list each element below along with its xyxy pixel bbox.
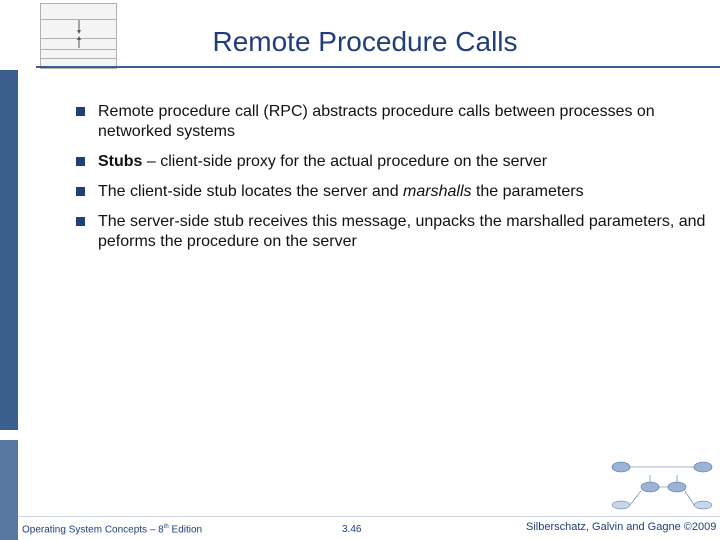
bullet-item [76,182,706,202]
footer-divider [18,516,720,517]
bullet-square-icon [76,217,85,226]
footer-book-sup: th [163,524,169,530]
bullet-text: – client-side proxy for the actual procedure on the server [142,153,548,170]
footer-book-suffix: Edition [168,524,203,536]
footer-book-prefix: Operating System Concepts – 8 [22,524,164,536]
bullet-item [76,212,706,252]
bullet-text: the parameters [471,183,584,200]
footer-copyright: Silberschatz, Galvin and Gagne ©2009 [526,521,717,533]
sidebar-band [0,70,18,430]
arrow-icon [75,20,83,50]
bullet-list [76,102,706,262]
bullet-text: Remote procedure call (RPC) abstracts procedure calls between processes on networked systems [98,103,655,140]
bullet-item [76,102,706,142]
bullet-text: The client-side stub locates the server and [98,183,404,200]
bullet-square-icon [76,157,85,166]
sidebar-band-lower [0,440,18,540]
bullet-text: The server-side stub receives this message, unpacks the marshalled parameters, and peforms the procedure on the server [98,213,706,250]
memory-layout-thumbnail [40,3,117,69]
title-underline [36,66,720,68]
sidebar-decoration [0,0,18,540]
bullet-text: Stubs [98,153,143,170]
bullet-text: marshalls [403,183,472,200]
slide-title: Remote Procedure Calls [212,26,518,57]
memory-segment [41,4,116,20]
bullet-item [76,152,706,172]
footer-book-title [22,524,202,535]
page-number: 3.46 [342,524,362,535]
bullet-square-icon [76,187,85,196]
memory-segment [41,50,116,59]
bullet-square-icon [76,107,85,116]
rpc-diagram-thumbnail [605,455,715,515]
